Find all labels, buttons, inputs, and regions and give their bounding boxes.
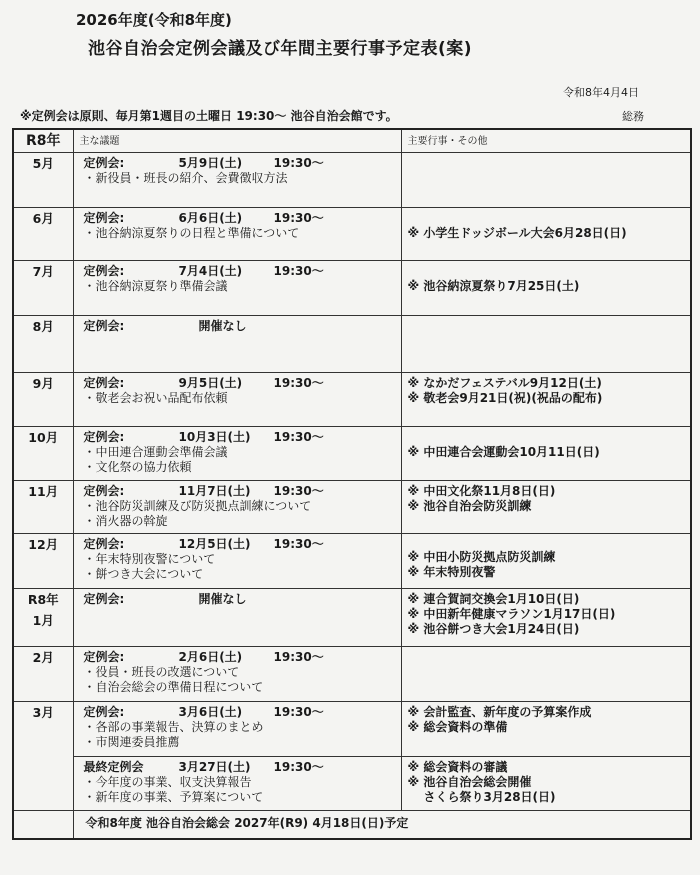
meeting-time: 19:30～ (273, 484, 324, 498)
no-meeting-note: 開催なし (198, 319, 247, 333)
month-label: 1月 (32, 613, 54, 628)
events-cell (401, 702, 691, 757)
month-cell (13, 261, 73, 316)
month-cell (13, 373, 73, 427)
meeting-date: 11月7日(土) (178, 484, 251, 498)
event-item: さくら祭り3月28日(日) (423, 790, 556, 804)
month-cell (13, 534, 73, 589)
meeting-time: 19:30～ (273, 430, 324, 444)
events-cell (401, 647, 691, 702)
month-label: 5月 (32, 156, 54, 171)
table-row (13, 427, 691, 481)
event-item: ※ 中田小防災拠点防災訓練 (407, 550, 556, 564)
meeting-label: 定例会: (83, 705, 125, 719)
event-item: ※ 総会資料の準備 (407, 720, 508, 734)
month-label: 8月 (32, 319, 54, 334)
meeting-time: 19:30～ (273, 211, 324, 225)
month-cell (13, 702, 73, 811)
schedule-table (12, 128, 692, 840)
table-row (13, 153, 691, 208)
meeting-label: 定例会: (83, 430, 125, 444)
meeting-label: 定例会: (83, 537, 125, 551)
agenda-item: ・池谷納涼夏祭りの日程と準備について (83, 226, 300, 240)
meeting-time: 19:30～ (273, 376, 324, 390)
meeting-time: 19:30～ (273, 705, 324, 719)
meeting-label: 定例会: (83, 319, 125, 333)
meeting-label: 定例会: (83, 376, 125, 390)
month-label: 6月 (32, 211, 54, 226)
table-row (13, 208, 691, 261)
month-cell (13, 427, 73, 481)
meeting-date: 12月5日(土) (178, 537, 251, 551)
events-cell (401, 534, 691, 589)
meeting-label: 定例会: (83, 211, 125, 225)
agenda-item: ・今年度の事業、収支決算報告 (83, 775, 252, 789)
event-item: ※ 敬老会9月21日(祝)(祝品の配布) (407, 391, 603, 405)
events-column-header: 主要行事・その他 (401, 129, 691, 153)
table-row (13, 373, 691, 427)
agenda-item: ・自治会総会の準備日程について (83, 680, 264, 694)
table-footer-row (13, 811, 691, 839)
meeting-date: 5月9日(土) (178, 156, 243, 170)
agenda-item: ・新役員・班長の紹介、会費徴収方法 (83, 171, 288, 185)
table-header-row (13, 129, 691, 153)
agenda-cell (73, 481, 401, 534)
agenda-item: ・池谷防災訓練及び防災拠点訓練について (83, 499, 312, 513)
month-label: 3月 (32, 705, 54, 720)
meeting-time: 19:30～ (273, 537, 324, 551)
month-label: 2月 (32, 650, 54, 665)
event-item: ※ 中田文化祭11月8日(日) (407, 484, 556, 498)
month-year-label: R8年 (27, 592, 59, 607)
event-item: ※ なかだフェステバル9月12日(土) (407, 376, 602, 390)
department-label: 総務 (622, 110, 644, 123)
agenda-cell (73, 373, 401, 427)
agenda-cell (73, 647, 401, 702)
table-row (13, 534, 691, 589)
agenda-cell (73, 427, 401, 481)
agenda-cell (73, 702, 401, 757)
agenda-cell (73, 534, 401, 589)
agenda-item: ・文化祭の協力依頼 (83, 460, 192, 474)
no-meeting-note: 開催なし (198, 592, 247, 606)
event-item: ※ 池谷自治会総会開催 (407, 775, 532, 789)
agenda-item: ・池谷納涼夏祭り準備会議 (83, 279, 228, 293)
events-cell (401, 261, 691, 316)
agenda-item: ・中田連合運動会準備会議 (83, 445, 228, 459)
table-row (13, 589, 691, 647)
month-label: 9月 (32, 376, 54, 391)
events-cell (401, 208, 691, 261)
meeting-time: 19:30～ (273, 650, 324, 664)
agenda-item: ・役員・班長の改選について (83, 665, 240, 679)
meeting-date: 2月6日(土) (178, 650, 243, 664)
meeting-date: 9月5日(土) (178, 376, 243, 390)
document-title: 池谷自治会定例会議及び年間主要行事予定表(案) (88, 39, 473, 59)
document-date: 令和8年4月4日 (563, 86, 639, 99)
meeting-date: 3月6日(土) (178, 705, 243, 719)
agenda-cell (73, 208, 401, 261)
agenda-cell (73, 153, 401, 208)
table-row (13, 647, 691, 702)
meeting-label: 定例会: (83, 264, 125, 278)
month-label: 12月 (28, 537, 59, 552)
agenda-item: ・餅つき大会について (83, 567, 204, 581)
event-item: ※ 連合賀詞交換会1月10日(日) (407, 592, 580, 606)
meeting-date: 7月4日(土) (178, 264, 243, 278)
event-item: ※ 総会資料の審議 (407, 760, 508, 774)
events-cell (401, 373, 691, 427)
footer-empty-cell (13, 811, 73, 839)
month-cell (13, 481, 73, 534)
meeting-time: 19:30～ (273, 264, 324, 278)
event-item: ※ 池谷自治会防災訓練 (407, 499, 532, 513)
event-item: ※ 中田新年健康マラソン1月17日(日) (407, 607, 616, 621)
agenda-cell (73, 316, 401, 373)
general-assembly-note: 令和8年度 池谷自治会総会 2027年(R9) 4月18日(日)予定 (73, 811, 691, 839)
month-cell (13, 208, 73, 261)
year-heading: 2026年度(令和8年度) (76, 11, 232, 29)
events-cell (401, 589, 691, 647)
agenda-item: ・消火器の斡旋 (83, 514, 168, 528)
agenda-cell (73, 589, 401, 647)
agenda-column-header: 主な議題 (73, 129, 401, 153)
meeting-time: 19:30～ (273, 760, 324, 774)
event-item: ※ 池谷納涼夏祭り7月25日(土) (407, 279, 580, 293)
table-row (13, 481, 691, 534)
month-column-header: R8年 (13, 129, 73, 153)
meeting-note: ※定例会は原則、毎月第1週目の土曜日 19:30～ 池谷自治会館です。 (20, 109, 398, 123)
agenda-item: ・新年度の事業、予算案について (83, 790, 264, 804)
meeting-label: 定例会: (83, 650, 125, 664)
table-row (13, 316, 691, 373)
agenda-cell (73, 757, 401, 811)
agenda-item: ・各部の事業報告、決算のまとめ (83, 720, 264, 734)
table-row (13, 702, 691, 757)
events-cell (401, 153, 691, 208)
meeting-label: 定例会: (83, 592, 125, 606)
agenda-item: ・年末特別夜警について (83, 552, 216, 566)
final-meeting-label: 最終定例会 (83, 760, 144, 774)
event-item: ※ 会計監査、新年度の予算案作成 (407, 705, 592, 719)
month-cell (13, 316, 73, 373)
meeting-date: 3月27日(土) (178, 760, 251, 774)
meeting-date: 10月3日(土) (178, 430, 251, 444)
month-cell (13, 589, 73, 647)
event-item: ※ 池谷餅つき大会1月24日(日) (407, 622, 580, 636)
month-cell (13, 153, 73, 208)
events-cell (401, 757, 691, 811)
meeting-label: 定例会: (83, 484, 125, 498)
agenda-cell (73, 261, 401, 316)
events-cell (401, 427, 691, 481)
table-row (13, 261, 691, 316)
events-cell (401, 316, 691, 373)
event-item: ※ 中田連合会運動会10月11日(日) (407, 445, 600, 459)
agenda-item: ・敬老会お祝い品配布依頼 (83, 391, 228, 405)
month-label: 10月 (28, 430, 59, 445)
meeting-date: 6月6日(土) (178, 211, 243, 225)
month-cell (13, 647, 73, 702)
meeting-time: 19:30～ (273, 156, 324, 170)
table-row (13, 757, 691, 811)
events-cell (401, 481, 691, 534)
meeting-label: 定例会: (83, 156, 125, 170)
agenda-item: ・市関連委員推薦 (83, 735, 180, 749)
month-label: 7月 (32, 264, 54, 279)
event-item: ※ 小学生ドッジボール大会6月28日(日) (407, 226, 627, 240)
month-label: 11月 (28, 484, 59, 499)
event-item: ※ 年末特別夜警 (407, 565, 496, 579)
